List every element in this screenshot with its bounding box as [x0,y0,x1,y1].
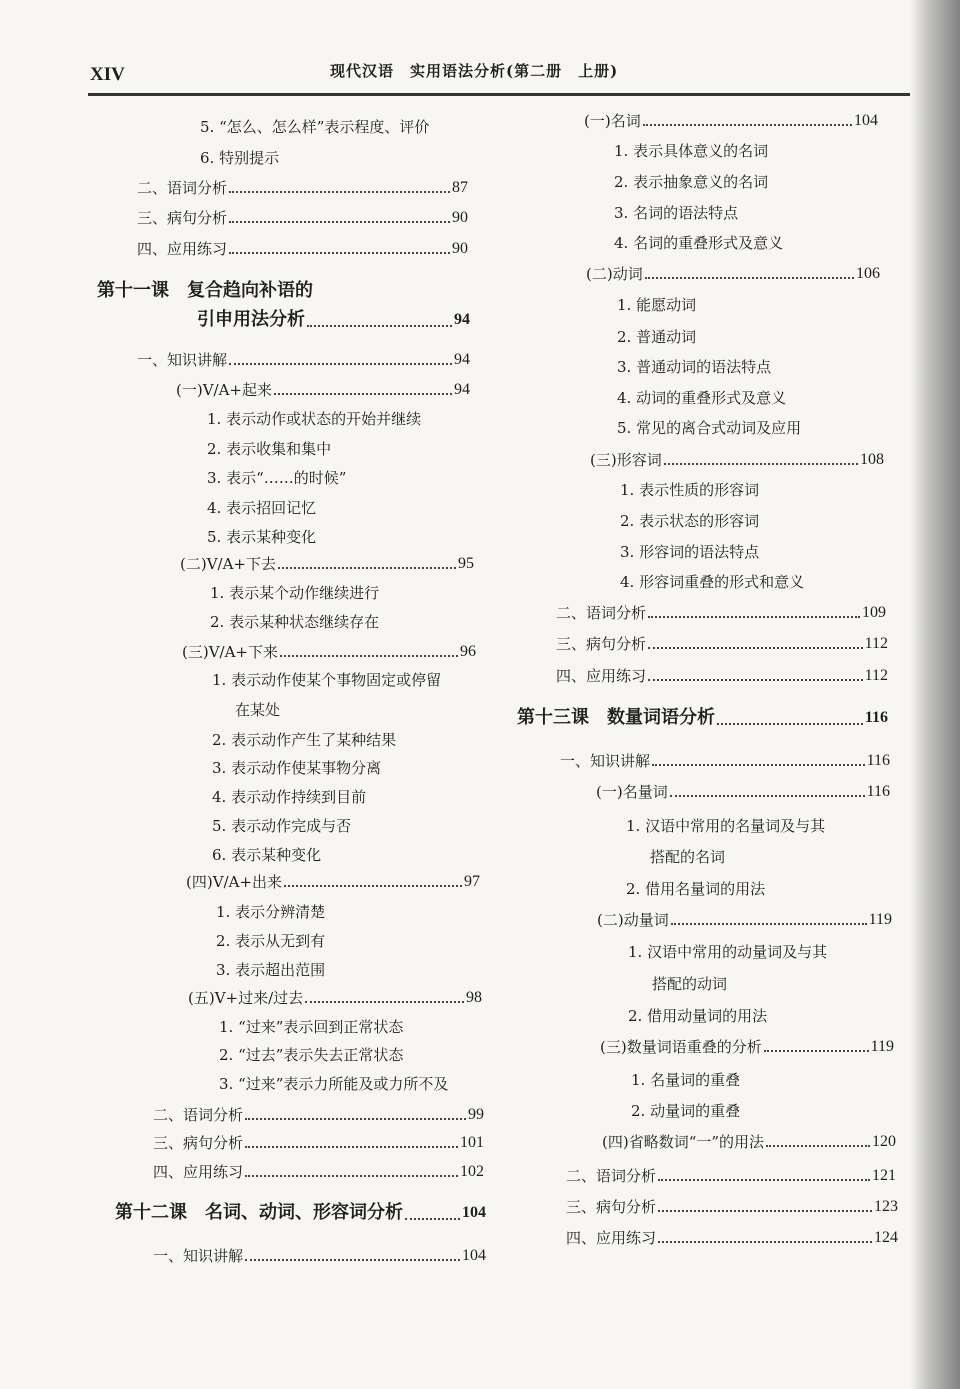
entry-title: 1. 表示性质的形容词 [620,481,760,499]
toc-entry [186,872,480,892]
dot-leader [658,1210,872,1212]
entry-title: 1. 表示某个动作继续进行 [210,584,380,602]
entry-title: 二、语词分析 [137,179,228,197]
entry-title: 2. 借用名量词的用法 [626,880,766,898]
entry-title: 引申用法分析 [197,309,305,330]
toc-entry [602,1132,896,1152]
entry-page-number: 94 [454,351,470,368]
toc-entry [216,931,325,951]
entry-page-number: 94 [454,381,470,398]
toc-entry [207,498,316,518]
toc-entry [219,1074,448,1094]
entry-page-number: 104 [854,112,878,129]
entry-title: 搭配的名词 [650,848,726,866]
entry-title: 四、应用练习 [556,667,647,685]
toc-entry [153,1105,484,1125]
entry-title: 2. 表示某种状态继续存在 [210,613,380,631]
toc-entry [212,758,381,778]
toc-entry [596,782,890,802]
entry-title: (五)V+过来/过去 [188,989,304,1007]
entry-title: 三、病句分析 [556,635,647,653]
entry-title: 6. 特别提示 [200,149,280,167]
entry-title: 3. 普通动词的语法特点 [617,358,772,376]
entry-page-number: 112 [864,635,888,652]
toc-entry [219,1045,403,1065]
entry-title: (三)数量词语重叠的分析 [600,1038,762,1056]
entry-title: 搭配的动词 [652,975,728,993]
entry-title: 5. 表示某种变化 [207,528,317,546]
dot-leader [245,1118,466,1120]
dot-leader [670,795,865,797]
entry-page-number: 95 [458,555,474,572]
entry-title: (四)省略数词“一”的用法 [602,1133,765,1151]
entry-title: 四、应用练习 [153,1163,244,1181]
toc-entry [628,942,827,962]
page-edge-shadow [910,0,960,1389]
entry-title: (一)名词 [584,112,641,130]
entry-title: 2. 动量词的重叠 [631,1102,741,1120]
entry-title: 1. 名量词的重叠 [631,1071,741,1089]
entry-title: 二、语词分析 [153,1106,244,1124]
entry-title: 3. 名词的语法特点 [614,204,739,222]
dot-leader [229,221,450,223]
entry-title: (四)V/A+出来 [186,873,282,891]
toc-entry [182,642,476,662]
entry-title: 5. 表示动作完成与否 [212,817,352,835]
dot-leader [245,1146,458,1148]
entry-title: 1. 表示动作或状态的开始并继续 [207,410,422,428]
entry-title: 四、应用练习 [566,1229,657,1247]
entry-title: (一)名量词 [596,783,668,801]
entry-page-number: 119 [870,1038,894,1055]
dot-leader [645,277,854,279]
toc-entry [614,141,768,161]
entry-title: 1. “过来”表示回到正常状态 [219,1018,404,1036]
entry-title: 2. 表示动作产生了某种结果 [212,731,397,749]
entry-title: (一)V/A+起来 [176,381,272,399]
dot-leader [229,191,450,193]
dot-leader [245,1175,458,1177]
entry-page-number: 104 [462,1247,486,1264]
dot-leader [664,463,858,465]
toc-entry [566,1166,896,1186]
entry-page-number: 116 [866,783,890,800]
toc-entry [212,670,441,690]
toc-entry [617,388,786,408]
dot-leader [405,1218,460,1220]
entry-title: 4. 表示招回记忆 [207,499,317,517]
entry-title: 3. 形容词的语法特点 [620,543,760,561]
dot-leader [671,923,867,925]
entry-page-number: 112 [864,667,888,684]
entry-title: 1. 表示具体意义的名词 [614,142,769,160]
entry-title: 2. “过去”表示失去正常状态 [219,1046,404,1064]
entry-title: 三、病句分析 [153,1134,244,1152]
entry-page-number: 90 [452,209,468,226]
dot-leader [307,325,452,327]
toc-entry [556,666,888,686]
entry-page-number: 97 [464,873,480,890]
dot-leader [658,1241,872,1243]
dot-leader [305,1001,464,1003]
toc-entry [219,1017,403,1037]
dot-leader [643,124,852,126]
toc-entry [566,1197,898,1217]
dot-leader [284,885,462,887]
dot-leader [648,616,860,618]
entry-page-number: 101 [460,1134,484,1151]
entry-page-number: 123 [874,1198,898,1215]
toc-entry [626,816,825,836]
entry-title: 四、应用练习 [137,240,228,258]
toc-entry [620,542,759,562]
entry-page-number: 120 [872,1133,896,1150]
entry-title: 2. 普通动词 [617,328,697,346]
entry-title: 第十三课 数量词语分析 [517,707,715,728]
entry-title: 二、语词分析 [566,1167,657,1185]
toc-entry [590,450,884,470]
entry-page-number: 94 [454,311,470,328]
entry-page-number: 121 [872,1167,896,1184]
toc-entry [210,612,379,632]
toc-entry [188,988,482,1008]
toc-entry [556,603,886,623]
toc-entry [617,418,801,438]
toc-entry [628,1006,767,1026]
toc-entry [620,572,804,592]
toc-entry [200,117,429,137]
entry-title: 3. “过来”表示力所能及或力所不及 [219,1075,449,1093]
entry-title: 一、知识讲解 [137,351,228,369]
header-rule [88,93,910,96]
entry-title: (二)V/A+下去 [180,555,276,573]
toc-entry [617,357,771,377]
entry-title: (二)动量词 [597,911,669,929]
toc-entry [631,1070,740,1090]
toc-entry [212,816,351,836]
toc-entry [137,239,468,259]
entry-page-number: 116 [864,709,888,726]
toc-heading [115,1201,486,1225]
entry-title: 2. 表示抽象意义的名词 [614,173,769,191]
entry-title: 3. 表示动作使某事物分离 [212,759,382,777]
entry-page-number: 96 [460,643,476,660]
toc-entry [180,554,474,574]
entry-title: 2. 表示收集和集中 [207,440,332,458]
toc-heading [517,706,888,730]
entry-title: (三)形容词 [590,451,662,469]
dot-leader [648,647,863,649]
dot-leader [245,1259,460,1261]
toc-entry [153,1162,484,1182]
dot-leader [280,655,458,657]
entry-title: 三、病句分析 [137,209,228,227]
entry-title: 1. 能愿动词 [617,296,697,314]
toc-entry [586,264,880,284]
entry-title: 2. 表示状态的形容词 [620,512,760,530]
entry-title: 1. 汉语中常用的动量词及与其 [628,943,828,961]
entry-page-number: 98 [466,989,482,1006]
toc-entry [207,409,421,429]
entry-page-number: 108 [860,451,884,468]
toc-entry [617,295,696,315]
entry-page-number: 87 [452,179,468,196]
toc-entry [153,1133,484,1153]
entry-page-number: 102 [460,1163,484,1180]
toc-entry [207,527,316,547]
entry-title: 1. 汉语中常用的名量词及与其 [626,817,826,835]
entry-page-number: 99 [468,1106,484,1123]
entry-title: 1. 表示动作使某个事物固定或停留 [212,671,442,689]
entry-title: (二)动词 [586,265,643,283]
toc-entry [600,1037,894,1057]
toc-entry [200,148,279,168]
dot-leader [652,764,865,766]
entry-title: 2. 表示从无到有 [216,932,326,950]
toc-entry [584,111,878,131]
toc-entry [614,203,738,223]
entry-title: 5. “怎么、怎么样”表示程度、评价 [200,118,430,136]
toc-entry [620,480,759,500]
entry-page-number: 119 [868,911,892,928]
toc-entry [620,511,759,531]
entry-title: 第十一课 复合趋向补语的 [97,280,313,301]
toc-entry [207,439,331,459]
entry-page-number: 116 [866,752,890,769]
entry-title: 3. 表示超出范围 [216,961,326,979]
toc-entry [631,1101,740,1121]
toc-entry [216,902,325,922]
toc-entry [614,172,768,192]
toc-entry [137,208,468,228]
entry-title: (三)V/A+下来 [182,643,278,661]
entry-title: 5. 常见的离合式动词及应用 [617,419,802,437]
toc-entry [216,960,325,980]
dot-leader [278,567,456,569]
entry-page-number: 104 [462,1204,486,1221]
toc-heading [197,308,470,332]
entry-title: 一、知识讲解 [560,752,651,770]
toc-entry [614,233,783,253]
toc-entry [210,583,379,603]
toc-entry [212,730,396,750]
dot-leader [766,1145,870,1147]
toc-entry [556,634,888,654]
dot-leader [658,1179,870,1181]
entry-title: 4. 名词的重叠形式及意义 [614,234,784,252]
entry-title: 3. 表示“……的时候” [207,469,347,487]
entry-page-number: 90 [452,240,468,257]
toc-entry [212,845,321,865]
dot-leader [229,252,450,254]
entry-page-number: 124 [874,1229,898,1246]
dot-leader [229,363,452,365]
entry-title: 6. 表示某种变化 [212,846,322,864]
toc-entry [650,847,725,867]
entry-title: 2. 借用动量词的用法 [628,1007,768,1025]
dot-leader [274,393,452,395]
toc-entry [652,974,727,994]
entry-title: 4. 形容词重叠的形式和意义 [620,573,805,591]
toc-entry [235,700,280,720]
toc-entry [597,910,892,930]
entry-page-number: 106 [856,265,880,282]
entry-title: 第十二课 名词、动词、形容词分析 [115,1202,403,1223]
toc-heading [97,279,313,303]
entry-title: 二、语词分析 [556,604,647,622]
toc-entry [560,751,890,771]
entry-title: 4. 表示动作持续到目前 [212,788,367,806]
toc-entry [626,879,765,899]
toc-entry [617,327,696,347]
running-title: 现代汉语 实用语法分析(第二册 上册) [330,62,619,80]
toc-entry [566,1228,898,1248]
toc-entry [176,380,470,400]
entry-title: 4. 动词的重叠形式及意义 [617,389,787,407]
page-number: XIV [90,64,125,85]
dot-leader [764,1050,869,1052]
toc-entry [207,468,346,488]
dot-leader [648,679,863,681]
toc-entry [137,350,470,370]
entry-page-number: 109 [862,604,886,621]
entry-title: 1. 表示分辨清楚 [216,903,326,921]
entry-title: 在某处 [235,701,281,719]
dot-leader [717,723,863,725]
entry-title: 一、知识讲解 [153,1247,244,1265]
toc-entry [153,1246,486,1266]
toc-entry [137,178,468,198]
entry-title: 三、病句分析 [566,1198,657,1216]
toc-entry [212,787,366,807]
